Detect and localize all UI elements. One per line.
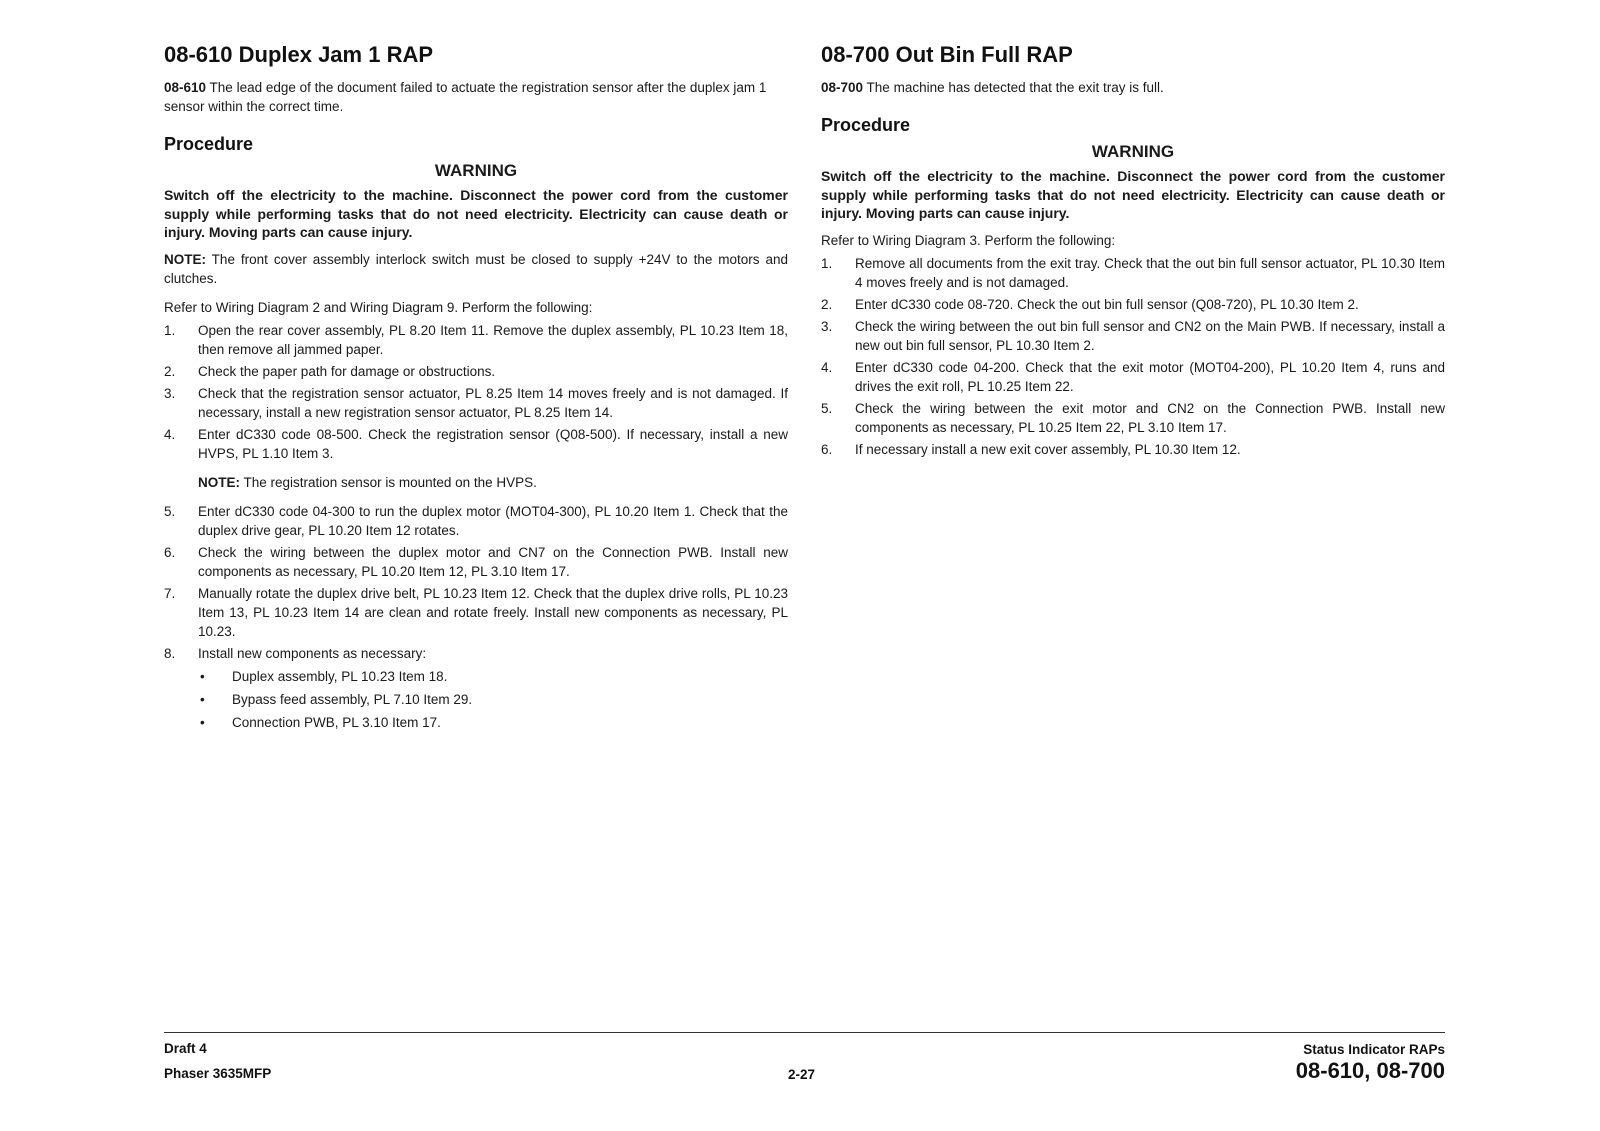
list-item-text: Bypass feed assembly, PL 7.10 Item 29. [232, 691, 473, 707]
step-number: 4. [164, 426, 176, 442]
list-item [198, 713, 788, 732]
step [164, 502, 788, 540]
step-text: Remove all documents from the exit tray. Check that the out bin full sensor actuator, PL 10.30 Item 4 moves freely and is not damaged. [855, 255, 1445, 290]
step [821, 358, 1445, 396]
note-label: NOTE: [164, 251, 206, 267]
step-text: Enter dC330 code 04-300 to run the duplex motor (MOT04-300), PL 10.20 Item 1. Check that the duplex drive gear, PL 10.20 Item 12 rotates. [198, 503, 788, 538]
intro-08-610 [164, 78, 788, 116]
step-note-text: The registration sensor is mounted on the HVPS. [240, 474, 537, 490]
right-column [821, 40, 1445, 462]
list-item-text: Connection PWB, PL 3.10 Item 17. [232, 714, 441, 730]
step [164, 321, 788, 359]
note-text: The front cover assembly interlock switch must be closed to supply +24V to the motors and clutches. [164, 251, 788, 286]
step-note-label: NOTE: [198, 474, 240, 490]
warning-title: WARNING [434, 161, 518, 180]
step-text: If necessary install a new exit cover assembly, PL 10.30 Item 12. [855, 441, 1241, 457]
step-number: 5. [164, 503, 176, 519]
left-column [164, 40, 788, 736]
step [164, 644, 788, 732]
step [821, 254, 1445, 292]
step [821, 399, 1445, 437]
step-text: Check the wiring between the out bin full sensor and CN2 on the Main PWB. If necessary, install a new out bin full sensor, PL 10.30 Item 2. [855, 318, 1445, 353]
procedure-steps [164, 321, 788, 732]
intro-code: 08-610 [164, 80, 207, 95]
footer-codes: 08-610, 08-700 [1295, 1058, 1445, 1083]
list-item [198, 690, 788, 709]
step [164, 425, 788, 492]
page-number: 2-27 [788, 1067, 816, 1082]
procedure-heading: Procedure [164, 134, 254, 154]
list-item-text: Duplex assembly, PL 10.23 Item 18. [232, 668, 448, 684]
component-list [198, 667, 788, 732]
step [164, 543, 788, 581]
bullet-icon: • [200, 714, 205, 730]
footer-divider [164, 1032, 1445, 1033]
procedure-steps [821, 254, 1445, 459]
refer-text: Refer to Wiring Diagram 2 and Wiring Diagram 9. Perform the following: [164, 299, 593, 315]
step-number: 8. [164, 645, 176, 661]
refer-text: Refer to Wiring Diagram 3. Perform the following: [821, 232, 1116, 248]
footer-draft: Draft 4 [164, 1041, 207, 1056]
step-text: Check the paper path for damage or obstructions. [198, 363, 496, 379]
intro-code: 08-700 [821, 80, 864, 95]
warning-title: WARNING [1091, 142, 1175, 161]
warning-text: Switch off the electricity to the machine. Disconnect the power cord from the customer supply while performing tasks that do not need electricity. Electricity can cause death or injury. Moving parts can cause injury. [821, 168, 1445, 221]
step-number: 7. [164, 585, 176, 601]
step [821, 440, 1445, 459]
step [164, 384, 788, 422]
step-number: 6. [164, 544, 176, 560]
bullet-icon: • [200, 668, 205, 684]
step-text: Check the wiring between the exit motor and CN2 on the Connection PWB. Install new components as necessary, PL 10.25 Item 22, PL 3.10 Item 17. [855, 400, 1445, 435]
step-number: 2. [164, 363, 176, 379]
step-number: 3. [821, 318, 833, 334]
step-number: 1. [164, 322, 176, 338]
step-number: 1. [821, 255, 833, 271]
warning-text: Switch off the electricity to the machine. Disconnect the power cord from the customer supply while performing tasks that do not need electricity. Electricity can cause death or injury. Moving parts can cause injury. [164, 187, 788, 240]
step-number: 6. [821, 441, 833, 457]
step-number: 4. [821, 359, 833, 375]
step-number: 3. [164, 385, 176, 401]
step [164, 584, 788, 641]
step-text: Check the wiring between the duplex motor and CN7 on the Connection PWB. Install new components as necessary, PL 10.20 Item 12, PL 3.10 Item 17. [198, 544, 788, 579]
footer-model: Phaser 3635MFP [164, 1066, 272, 1081]
step [164, 362, 788, 381]
footer-section: Status Indicator RAPs [1303, 1042, 1445, 1057]
step-text: Check that the registration sensor actuator, PL 8.25 Item 14 moves freely and is not damaged. If necessary, install a new registration sensor actuator, PL 8.25 Item 14. [198, 385, 788, 420]
step-note [198, 473, 788, 492]
step-number: 2. [821, 296, 833, 312]
step-text: Manually rotate the duplex drive belt, PL 10.23 Item 12. Check that the duplex drive rolls, PL 10.23 Item 13, PL 10.23 Item 14 are clean and rotate freely. Install new components as necessary, PL 10.23. [198, 585, 788, 639]
list-item [198, 667, 788, 686]
procedure-heading: Procedure [821, 115, 911, 135]
intro-text: The lead edge of the document failed to actuate the registration sensor after the duplex jam 1 sensor within the correct time. [164, 80, 767, 114]
intro-08-700 [821, 78, 1445, 97]
step [821, 317, 1445, 355]
note [164, 250, 788, 288]
step [821, 295, 1445, 314]
intro-text: The machine has detected that the exit tray is full. [863, 80, 1164, 95]
page-title-08-700: 08-700 Out Bin Full RAP [821, 42, 1073, 67]
step-number: 5. [821, 400, 833, 416]
step-text: Install new components as necessary: [198, 645, 427, 661]
step-text: Open the rear cover assembly, PL 8.20 Item 11. Remove the duplex assembly, PL 10.23 Item 18, then remove all jammed paper. [198, 322, 788, 357]
bullet-icon: • [200, 691, 205, 707]
step-text: Enter dC330 code 08-500. Check the registration sensor (Q08-500). If necessary, install a new HVPS, PL 1.10 Item 3. [198, 426, 788, 461]
step-text: Enter dC330 code 04-200. Check that the exit motor (MOT04-200), PL 10.20 Item 4, runs and drives the exit roll, PL 10.25 Item 22. [855, 359, 1445, 394]
step-text: Enter dC330 code 08-720. Check the out bin full sensor (Q08-720), PL 10.30 Item 2. [855, 296, 1359, 312]
page-title-08-610: 08-610 Duplex Jam 1 RAP [164, 42, 434, 67]
